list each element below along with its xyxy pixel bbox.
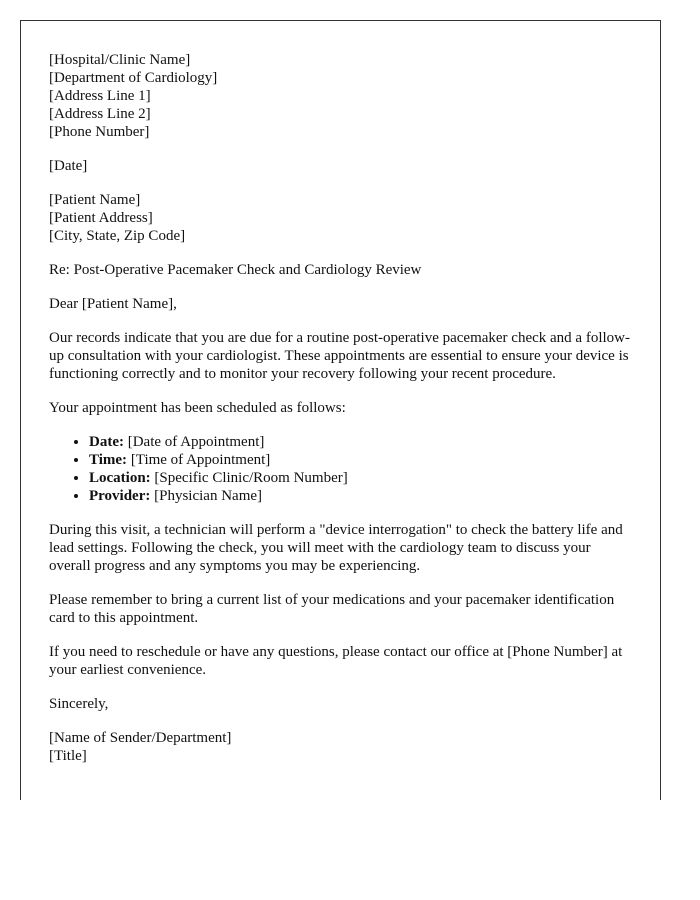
- detail-location: [89, 469, 632, 487]
- signature-block: [49, 729, 632, 765]
- closing: Sincerely,: [49, 696, 109, 712]
- detail-value: [Date of Appointment]: [123, 434, 265, 450]
- letter-page: [20, 20, 661, 800]
- sender-address-line-2: [Address Line 2]: [49, 106, 151, 122]
- reminder-paragraph: Please remember to bring a current list of your medications and your pacemaker identification card to this appointment.: [49, 592, 615, 626]
- detail-value: [Physician Name]: [150, 488, 263, 504]
- detail-provider: [89, 487, 632, 505]
- appointment-details-list: [49, 433, 632, 505]
- detail-time: [89, 451, 632, 469]
- detail-label: Time:: [89, 452, 128, 468]
- contact-paragraph: If you need to reschedule or have any questions, please contact our office at [Phone Number] at your earliest convenience.: [49, 644, 623, 678]
- sender-address-line-1: [Address Line 1]: [49, 88, 151, 104]
- detail-label: Date:: [89, 434, 124, 450]
- visit-description-paragraph: During this visit, a technician will perform a "device interrogation" to check the battery life and lead settings. Following the check, you will meet with the cardiology team to discuss your overall progress and any symptoms you may be experiencing.: [49, 522, 623, 574]
- letter-date: [49, 157, 632, 175]
- subject-line: Re: Post-Operative Pacemaker Check and Cardiology Review: [49, 262, 422, 278]
- intro-paragraph: Our records indicate that you are due for a routine post-operative pacemaker check and a follow-up consultation with your cardiologist. These appointments are essential to ensure your device is functioning correctly and to monitor your recovery following your recent procedure.: [49, 330, 630, 382]
- sender-phone: [Phone Number]: [49, 124, 150, 140]
- date-text: [Date]: [49, 158, 88, 174]
- salutation: Dear [Patient Name],: [49, 296, 177, 312]
- detail-date: [89, 433, 632, 451]
- signature-title: [Title]: [49, 748, 87, 764]
- recipient-name: [Patient Name]: [49, 192, 141, 208]
- detail-value: [Specific Clinic/Room Number]: [150, 470, 348, 486]
- recipient-address: [Patient Address]: [49, 210, 153, 226]
- signature-name: [Name of Sender/Department]: [49, 730, 232, 746]
- hospital-name: [Hospital/Clinic Name]: [49, 52, 191, 68]
- recipient-city-state-zip: [City, State, Zip Code]: [49, 228, 186, 244]
- department-name: [Department of Cardiology]: [49, 70, 218, 86]
- sender-address-block: [49, 51, 632, 141]
- detail-value: [Time of Appointment]: [127, 452, 271, 468]
- detail-label: Provider:: [89, 488, 151, 504]
- detail-label: Location:: [89, 470, 151, 486]
- schedule-intro: Your appointment has been scheduled as follows:: [49, 400, 346, 416]
- recipient-address-block: [49, 191, 632, 245]
